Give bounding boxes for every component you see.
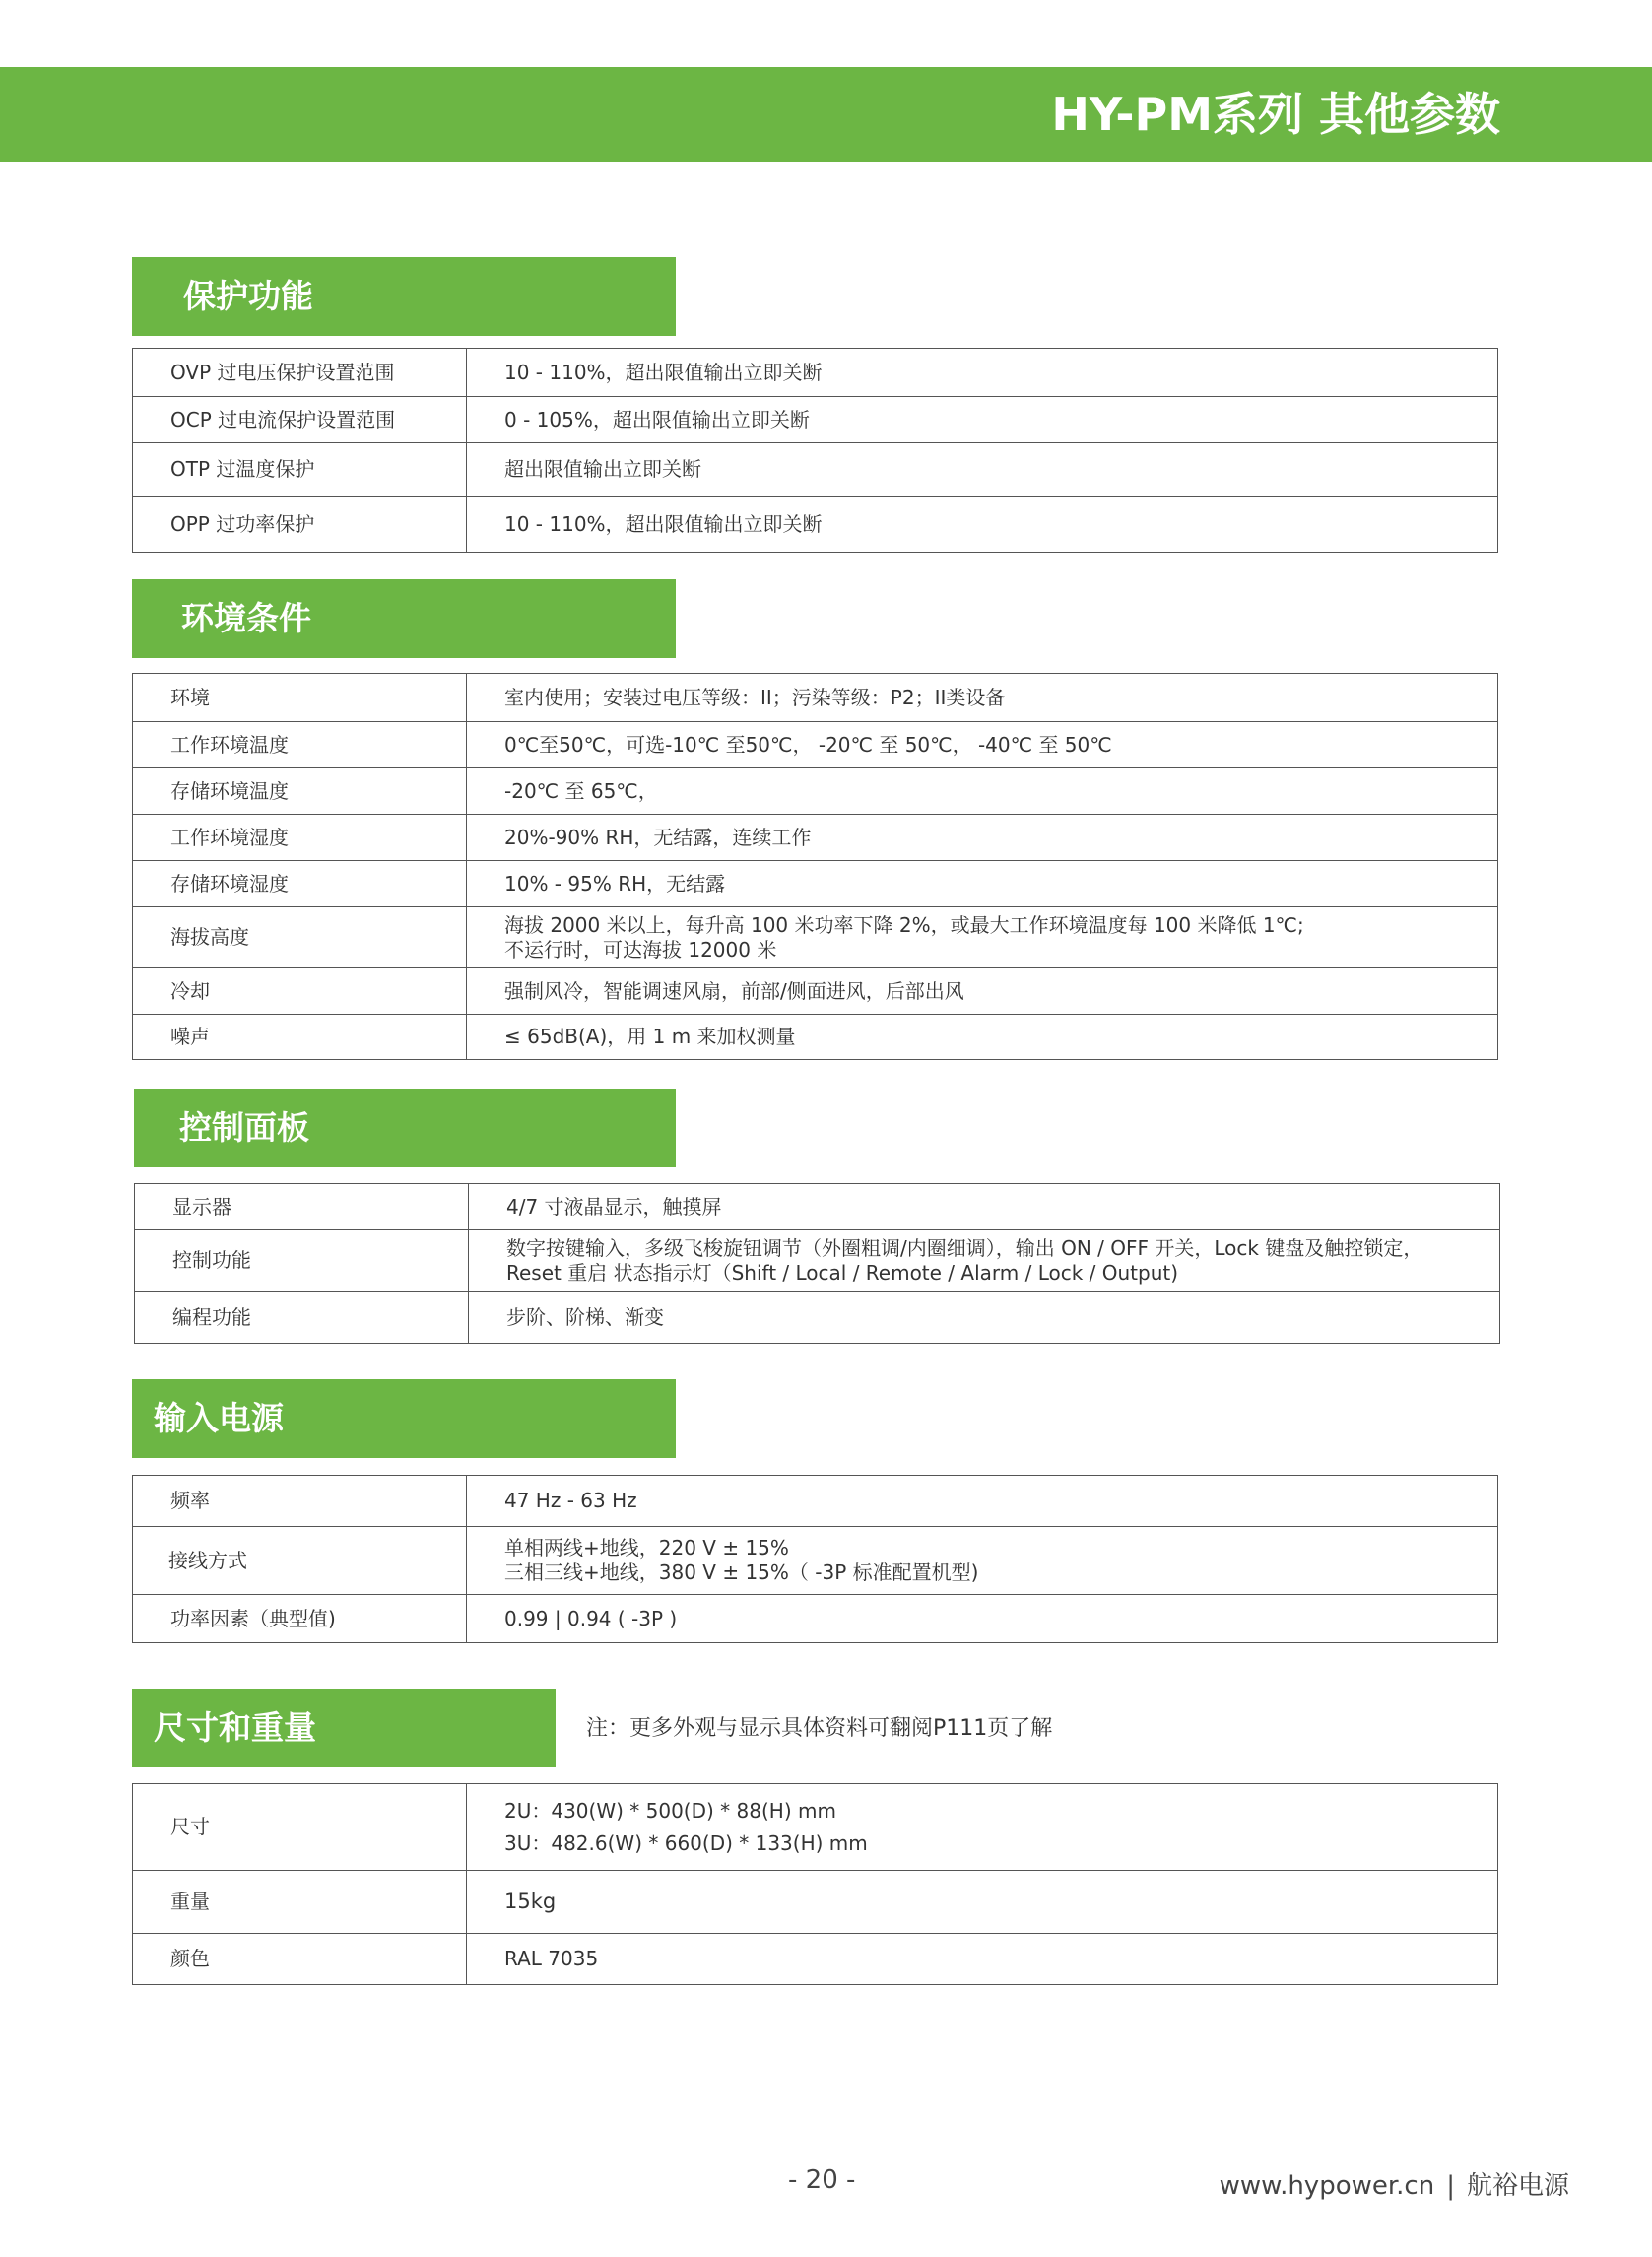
row-value: 15kg (467, 1871, 1498, 1934)
row-label: 接线方式 (133, 1527, 467, 1595)
input-table (132, 1475, 1498, 1643)
row-label: OTP 过温度保护 (133, 443, 467, 497)
table-row (133, 907, 1498, 968)
panel-table (134, 1183, 1500, 1344)
environment-table (132, 673, 1498, 1060)
row-value: -20℃ 至 65℃， (467, 768, 1498, 815)
table-row (133, 722, 1498, 768)
row-label: OCP 过电流保护设置范围 (133, 397, 467, 443)
row-value: 步阶、阶梯、渐变 (469, 1292, 1500, 1344)
section-title-panel: 控制面板 (134, 1089, 676, 1167)
row-value-line-2: Reset 重启 状态指示灯（Shift / Local / Remote / Alarm / Lock / Output) (506, 1260, 1179, 1285)
table-row (133, 1015, 1498, 1060)
row-value-line-2: 不运行时，可达海拔 12000 米 (504, 937, 777, 962)
dimensions-table (132, 1783, 1498, 1985)
row-value-line-1: 2U：430(W) * 500(D) * 88(H) mm (504, 1798, 836, 1823)
row-label: 显示器 (135, 1184, 469, 1230)
row-label: 环境 (133, 674, 467, 722)
row-label: 尺寸 (133, 1784, 467, 1871)
row-value-line-2: 三相三线+地线，380 V ± 15%（ -3P 标准配置机型) (504, 1560, 979, 1584)
table-row (135, 1184, 1500, 1230)
row-value-line-2: 3U：482.6(W) * 660(D) * 133(H) mm (504, 1830, 868, 1855)
table-row (133, 768, 1498, 815)
row-value-line-1: 海拔 2000 米以上，每升高 100 米功率下降 2%，或最大工作环境温度每 100 米降低 1℃; (504, 912, 1304, 937)
row-value-line-1: 数字按键输入，多级飞梭旋钮调节（外圈粗调/内圈细调），输出 ON / OFF 开关，Lock 键盘及触控锁定， (506, 1235, 1423, 1260)
table-row (133, 349, 1498, 397)
row-value: 20%-90% RH，无结露，连续工作 (467, 815, 1498, 861)
section-title-input: 输入电源 (132, 1379, 676, 1458)
row-label: 工作环境湿度 (133, 815, 467, 861)
protection-table (132, 348, 1498, 553)
table-row (133, 674, 1498, 722)
table-row (133, 968, 1498, 1015)
table-row (133, 1784, 1498, 1871)
row-value: 10% - 95% RH，无结露 (467, 861, 1498, 907)
row-value: RAL 7035 (467, 1934, 1498, 1985)
table-row (133, 1476, 1498, 1527)
brand-name: 航裕电源 (1466, 2171, 1569, 2201)
table-row (133, 497, 1498, 553)
header-bar (0, 67, 1652, 162)
row-label: 存储环境湿度 (133, 861, 467, 907)
row-label: 功率因素（典型值) (133, 1595, 467, 1643)
table-row (133, 815, 1498, 861)
row-value (467, 907, 1498, 968)
row-value (467, 1527, 1498, 1595)
page-number: - 20 - (788, 2165, 856, 2195)
row-label: 编程功能 (135, 1292, 469, 1344)
table-row (133, 1871, 1498, 1934)
row-label: 存储环境温度 (133, 768, 467, 815)
row-value: 47 Hz - 63 Hz (467, 1476, 1498, 1527)
row-label: 重量 (133, 1871, 467, 1934)
section-title-dimensions: 尺寸和重量 (132, 1689, 556, 1767)
footer-separator: | (1446, 2171, 1455, 2201)
table-row (133, 397, 1498, 443)
row-label: 颜色 (133, 1934, 467, 1985)
row-label: 工作环境温度 (133, 722, 467, 768)
row-value: 0.99 | 0.94 ( -3P ) (467, 1595, 1498, 1643)
row-label: 冷却 (133, 968, 467, 1015)
page-title: HY-PM系列 其他参数 (1051, 88, 1500, 141)
table-row (133, 443, 1498, 497)
table-row (133, 1934, 1498, 1985)
row-value: 超出限值输出立即关断 (467, 443, 1498, 497)
row-value: ≤ 65dB(A)，用 1 m 来加权测量 (467, 1015, 1498, 1060)
table-row (133, 1595, 1498, 1643)
row-value: 0℃至50℃，可选-10℃ 至50℃， -20℃ 至 50℃， -40℃ 至 50℃ (467, 722, 1498, 768)
table-row (133, 861, 1498, 907)
row-value: 10 - 110%，超出限值输出立即关断 (467, 349, 1498, 397)
row-label: 海拔高度 (133, 907, 467, 968)
table-row (135, 1230, 1500, 1292)
row-value (469, 1230, 1500, 1292)
table-row (133, 1527, 1498, 1595)
table-row (135, 1292, 1500, 1344)
section-title-protection: 保护功能 (132, 257, 676, 336)
row-label: OPP 过功率保护 (133, 497, 467, 553)
row-value: 室内使用；安装过电压等级：II；污染等级：P2；II类设备 (467, 674, 1498, 722)
website-link[interactable]: www.hypower.cn (1219, 2171, 1435, 2201)
row-label: 控制功能 (135, 1230, 469, 1292)
row-label: 噪声 (133, 1015, 467, 1060)
dimensions-note: 注：更多外观与显示具体资料可翻阅P111页了解 (586, 1716, 1053, 1741)
row-value-line-1: 单相两线+地线，220 V ± 15% (504, 1536, 789, 1560)
row-value (467, 1784, 1498, 1871)
row-label: OVP 过电压保护设置范围 (133, 349, 467, 397)
row-label: 频率 (133, 1476, 467, 1527)
section-title-environment: 环境条件 (132, 579, 676, 658)
row-value: 0 - 105%，超出限值输出立即关断 (467, 397, 1498, 443)
row-value: 10 - 110%，超出限值输出立即关断 (467, 497, 1498, 553)
footer-site (1220, 2165, 1569, 2202)
row-value: 强制风冷，智能调速风扇，前部/侧面进风，后部出风 (467, 968, 1498, 1015)
row-value: 4/7 寸液晶显示，触摸屏 (469, 1184, 1500, 1230)
